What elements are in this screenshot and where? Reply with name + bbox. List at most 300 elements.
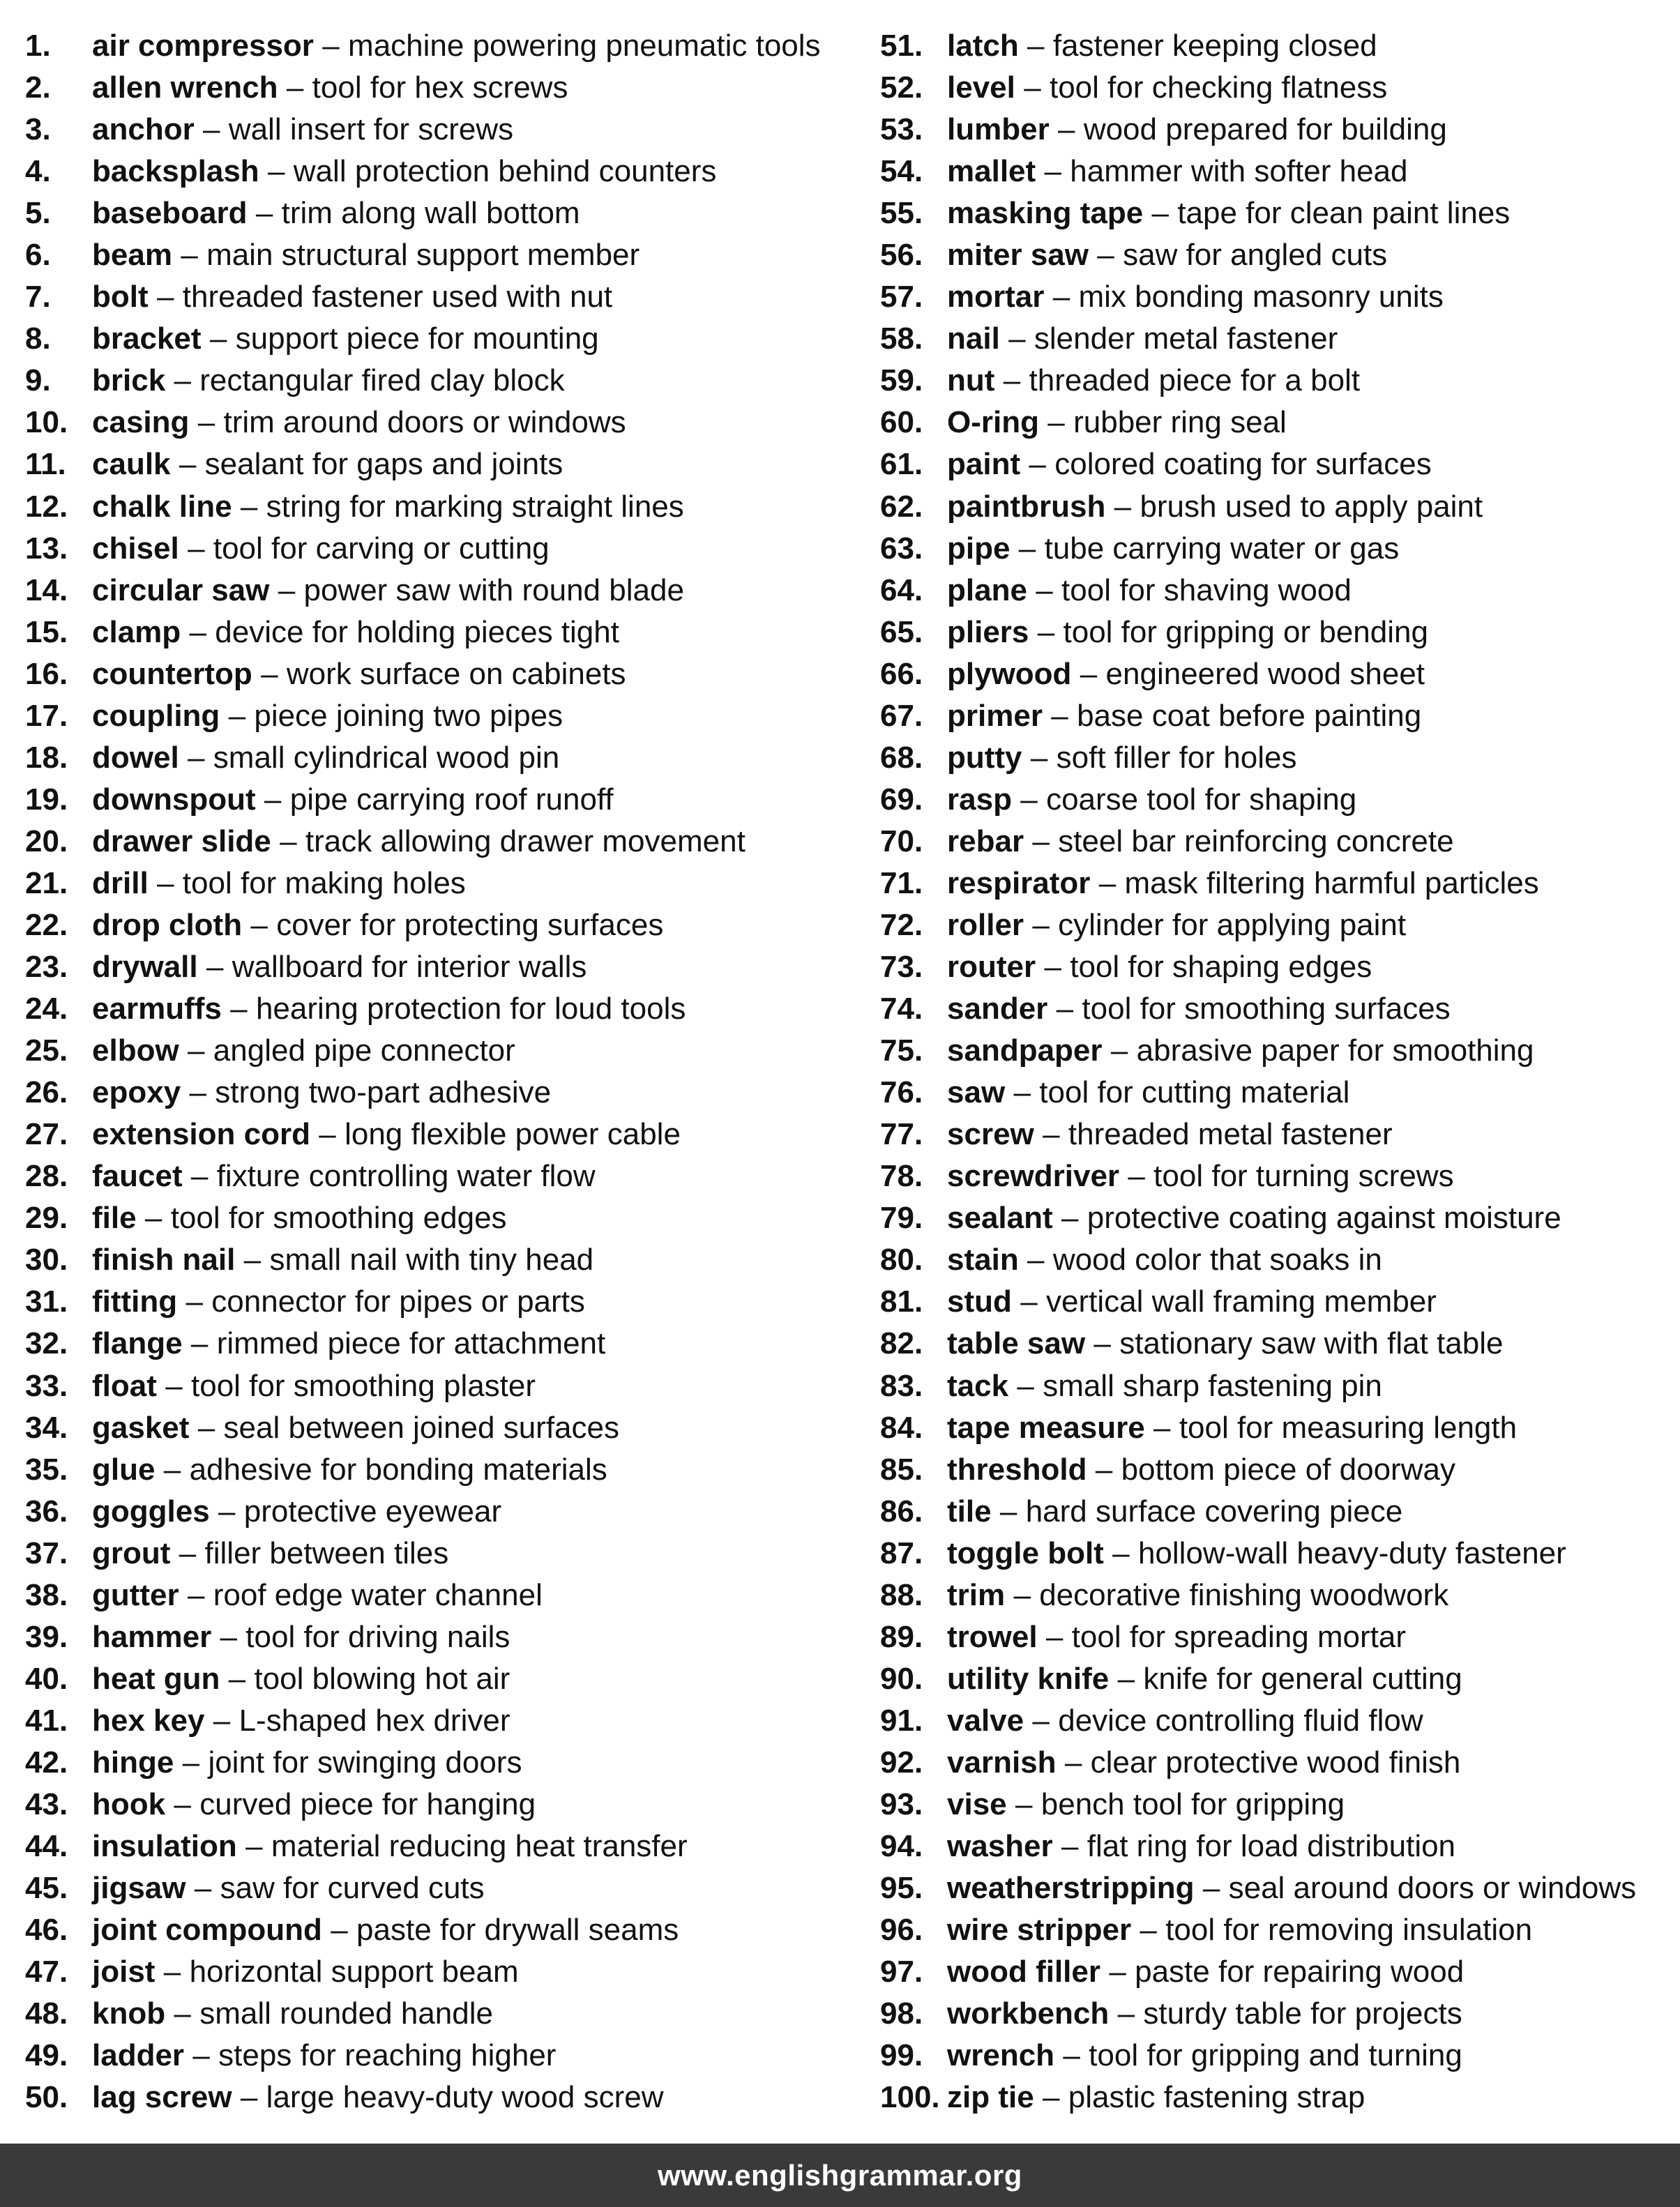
item-definition: fixture controlling water flow: [216, 1159, 596, 1194]
item-separator: –: [1030, 740, 1048, 775]
item-separator: –: [189, 1075, 206, 1110]
item-separator: –: [1151, 196, 1170, 231]
item-definition: fastener keeping closed: [1052, 29, 1377, 63]
item-definition: power saw with round blade: [303, 572, 684, 607]
item-definition: sturdy table for projects: [1143, 1996, 1462, 2031]
item-number: 63.: [880, 531, 923, 566]
item-definition: rectangular fired clay block: [199, 363, 565, 398]
list-item: [25, 946, 862, 988]
item-number: 67.: [880, 698, 923, 733]
list-item: [880, 276, 1675, 318]
item-number: 11.: [25, 447, 66, 482]
item-separator: –: [190, 1326, 209, 1361]
item-definition: string for marking straight lines: [266, 489, 684, 524]
item-term: gasket: [92, 1410, 190, 1445]
list-item: [880, 1867, 1675, 1909]
item-definition: tool for checking flatness: [1049, 70, 1388, 105]
item-term: goggles: [92, 1494, 210, 1529]
list-item: [25, 1909, 862, 1951]
item-term: rebar: [947, 824, 1024, 858]
list-item: [25, 1700, 862, 1742]
item-separator: –: [1003, 363, 1021, 398]
item-number: 34.: [25, 1410, 68, 1445]
item-term: insulation: [92, 1829, 237, 1864]
item-separator: –: [1202, 1871, 1220, 1906]
item-term: hinge: [92, 1745, 174, 1780]
item-term: screw: [947, 1117, 1034, 1152]
item-number: 47.: [25, 1955, 68, 1989]
list-item: [880, 234, 1675, 276]
item-number: 24.: [25, 992, 68, 1026]
item-definition: sealant for gaps and joints: [204, 447, 563, 482]
item-term: drywall: [92, 950, 198, 985]
item-term: stud: [947, 1284, 1012, 1319]
list-item: [25, 234, 862, 276]
list-item: [880, 1909, 1675, 1951]
item-separator: –: [1015, 1787, 1033, 1821]
item-definition: cover for protecting surfaces: [276, 907, 664, 942]
item-number: 8.: [25, 321, 51, 356]
list-item: [25, 612, 862, 653]
item-definition: tube carrying water or gas: [1044, 531, 1400, 566]
item-term: screwdriver: [947, 1159, 1120, 1194]
list-item: [25, 570, 862, 612]
item-number: 45.: [25, 1871, 68, 1906]
item-term: tape measure: [947, 1410, 1145, 1445]
item-term: circular saw: [92, 572, 270, 607]
item-number: 33.: [25, 1368, 68, 1403]
list-item: [25, 318, 862, 360]
item-number: 9.: [25, 363, 51, 398]
item-definition: tool for smoothing plaster: [191, 1368, 536, 1403]
item-number: 98.: [880, 1996, 923, 2031]
item-separator: –: [1017, 1368, 1034, 1403]
list-item: [25, 1993, 862, 2035]
item-term: backsplash: [92, 154, 259, 189]
list-item: [25, 1951, 862, 1993]
item-definition: trim around doors or windows: [223, 405, 626, 440]
item-number: 6.: [25, 238, 51, 273]
item-term: drill: [92, 865, 149, 900]
list-item: [25, 1826, 862, 1867]
item-term: vise: [947, 1787, 1007, 1821]
item-term: epoxy: [92, 1075, 181, 1110]
item-term: plywood: [947, 656, 1072, 691]
item-number: 55.: [880, 196, 923, 231]
list-item: [880, 2077, 1675, 2118]
item-separator: –: [1024, 70, 1041, 105]
item-separator: –: [243, 1243, 262, 1277]
item-separator: –: [280, 824, 297, 858]
item-definition: tool for cutting material: [1039, 1075, 1350, 1110]
item-definition: piece joining two pipes: [254, 698, 563, 733]
list-item: [880, 1616, 1675, 1658]
item-number: 64.: [880, 572, 923, 607]
item-definition: roof edge water channel: [213, 1577, 543, 1612]
item-term: trim: [947, 1577, 1006, 1612]
item-separator: –: [1008, 321, 1026, 356]
item-separator: –: [218, 1494, 236, 1529]
item-number: 18.: [25, 740, 68, 775]
item-number: 91.: [880, 1703, 923, 1738]
item-term: roller: [947, 907, 1024, 942]
item-definition: protective eyewear: [243, 1494, 502, 1529]
item-term: table saw: [947, 1326, 1086, 1361]
item-term: fitting: [92, 1284, 178, 1319]
item-number: 68.: [880, 740, 923, 775]
item-definition: engineered wood sheet: [1105, 656, 1425, 691]
list-item: [25, 1072, 862, 1114]
item-definition: tool for hex screws: [312, 70, 568, 105]
item-separator: –: [1036, 572, 1053, 607]
item-number: 100.: [880, 2080, 940, 2115]
item-separator: –: [1013, 1577, 1031, 1612]
item-number: 87.: [880, 1535, 923, 1570]
item-term: gutter: [92, 1577, 179, 1612]
item-number: 16.: [25, 656, 68, 691]
item-separator: –: [182, 1745, 200, 1780]
item-definition: protective coating against moisture: [1087, 1201, 1561, 1236]
item-term: tile: [947, 1494, 992, 1529]
item-definition: clear protective wood finish: [1090, 1745, 1461, 1780]
list-item: [25, 2035, 862, 2077]
item-term: ladder: [92, 2038, 185, 2073]
item-number: 82.: [880, 1326, 923, 1361]
item-definition: seal between joined surfaces: [223, 1410, 619, 1445]
item-separator: –: [1032, 824, 1050, 858]
item-term: saw: [947, 1075, 1006, 1110]
item-number: 38.: [25, 1577, 68, 1612]
list-item: [25, 737, 862, 779]
item-definition: small nail with tiny head: [269, 1243, 594, 1277]
item-number: 43.: [25, 1787, 68, 1821]
item-number: 59.: [880, 363, 923, 398]
item-definition: tool for gripping and turning: [1089, 2038, 1462, 2073]
item-separator: –: [1056, 992, 1074, 1026]
item-definition: tool for shaving wood: [1061, 572, 1352, 607]
list-item: [25, 1281, 862, 1323]
item-number: 57.: [880, 280, 923, 314]
item-separator: –: [174, 363, 191, 398]
item-term: joist: [92, 1955, 156, 1989]
list-item: [880, 443, 1675, 485]
list-item: [880, 653, 1675, 695]
item-number: 10.: [25, 405, 68, 440]
item-number: 73.: [880, 950, 923, 985]
list-item: [880, 2035, 1675, 2077]
list-item: [25, 653, 862, 695]
item-separator: –: [190, 1159, 209, 1194]
item-number: 92.: [880, 1745, 923, 1780]
item-number: 99.: [880, 2038, 923, 2073]
item-separator: –: [999, 1494, 1017, 1529]
item-number: 20.: [25, 824, 68, 858]
item-number: 7.: [25, 280, 51, 314]
item-definition: machine powering pneumatic tools: [348, 29, 821, 63]
item-number: 35.: [25, 1452, 68, 1487]
item-separator: –: [213, 1703, 231, 1738]
item-separator: –: [278, 572, 296, 607]
item-term: chisel: [92, 531, 179, 566]
item-term: level: [947, 70, 1015, 105]
item-separator: –: [331, 1913, 348, 1948]
item-definition: wood color that soaks in: [1052, 1243, 1382, 1277]
item-term: glue: [92, 1452, 156, 1487]
item-number: 81.: [880, 1284, 923, 1319]
item-separator: –: [192, 2038, 210, 2073]
item-number: 42.: [25, 1745, 68, 1780]
item-separator: –: [188, 740, 205, 775]
item-separator: –: [1027, 29, 1045, 63]
item-number: 96.: [880, 1913, 923, 1948]
item-definition: small rounded handle: [199, 1996, 493, 2031]
list-item: [25, 1030, 862, 1072]
item-number: 94.: [880, 1829, 923, 1864]
list-item: [25, 863, 862, 904]
item-number: 58.: [880, 321, 923, 356]
item-separator: –: [1044, 950, 1061, 985]
item-definition: bottom piece of doorway: [1121, 1452, 1455, 1487]
item-term: heat gun: [92, 1661, 220, 1696]
item-separator: –: [174, 1996, 191, 2031]
item-number: 15.: [25, 614, 68, 649]
item-separator: –: [240, 2080, 258, 2115]
list-item: [880, 1155, 1675, 1197]
item-definition: strong two-part adhesive: [215, 1075, 552, 1110]
item-number: 51.: [880, 29, 923, 63]
item-definition: wood prepared for building: [1083, 112, 1447, 147]
footer-bar: [0, 2144, 1680, 2207]
list-item: [880, 1575, 1675, 1616]
list-item: [880, 946, 1675, 988]
item-separator: –: [1061, 1201, 1079, 1236]
item-separator: –: [1020, 1284, 1038, 1319]
item-separator: –: [181, 238, 198, 273]
list-item: [25, 1491, 862, 1533]
item-definition: wallboard for interior walls: [232, 950, 587, 985]
list-item: [25, 988, 862, 1030]
item-term: mortar: [947, 280, 1045, 314]
item-definition: abrasive paper for smoothing: [1136, 1033, 1534, 1068]
item-separator: –: [165, 1368, 183, 1403]
word-list-left: [25, 25, 862, 2118]
list-item: [25, 109, 862, 151]
item-separator: –: [1117, 1661, 1135, 1696]
item-separator: –: [1095, 1452, 1113, 1487]
item-term: beam: [92, 238, 172, 273]
list-item: [880, 151, 1675, 192]
list-item: [880, 570, 1675, 612]
list-item: [25, 192, 862, 234]
item-number: 32.: [25, 1326, 68, 1361]
item-definition: connector for pipes or parts: [211, 1284, 585, 1319]
item-term: nail: [947, 321, 1000, 356]
item-separator: –: [206, 950, 224, 985]
item-number: 53.: [880, 112, 923, 147]
item-separator: –: [255, 196, 273, 231]
item-term: coupling: [92, 698, 220, 733]
item-separator: –: [209, 321, 227, 356]
list-item: [880, 1365, 1675, 1407]
list-item: [25, 1197, 862, 1239]
item-separator: –: [1037, 614, 1055, 649]
list-item: [880, 1533, 1675, 1575]
item-definition: tool for spreading mortar: [1071, 1619, 1407, 1654]
item-separator: –: [319, 1117, 336, 1152]
item-term: caulk: [92, 447, 171, 482]
list-item: [25, 821, 862, 863]
item-term: washer: [947, 1829, 1053, 1864]
item-definition: paste for drywall seams: [356, 1913, 679, 1948]
item-separator: –: [194, 1871, 212, 1906]
item-term: pipe: [947, 531, 1011, 566]
item-separator: –: [240, 489, 258, 524]
item-number: 25.: [25, 1033, 68, 1068]
item-number: 4.: [25, 154, 51, 189]
item-term: float: [92, 1368, 157, 1403]
item-number: 74.: [880, 992, 923, 1026]
list-item: [880, 612, 1675, 653]
item-separator: –: [1052, 280, 1070, 314]
item-separator: –: [1097, 238, 1114, 273]
item-definition: stationary saw with flat table: [1119, 1326, 1504, 1361]
item-term: wrench: [947, 2038, 1055, 2073]
list-item: [25, 904, 862, 946]
list-item: [880, 1407, 1675, 1449]
item-number: 84.: [880, 1410, 923, 1445]
list-item: [25, 486, 862, 528]
item-term: joint compound: [92, 1913, 322, 1948]
item-number: 21.: [25, 865, 68, 900]
item-definition: knife for general cutting: [1143, 1661, 1462, 1696]
item-separator: –: [1044, 154, 1061, 189]
item-term: chalk line: [92, 489, 232, 524]
item-term: flange: [92, 1326, 183, 1361]
item-term: paint: [947, 447, 1021, 482]
footer-url[interactable]: www.englishgrammar.org: [658, 2158, 1022, 2192]
item-definition: track allowing drawer movement: [305, 824, 746, 858]
item-number: 61.: [880, 447, 923, 482]
item-term: dowel: [92, 740, 179, 775]
item-separator: –: [1153, 1410, 1171, 1445]
item-definition: adhesive for bonding materials: [189, 1452, 607, 1487]
list-item: [880, 779, 1675, 821]
item-number: 19.: [25, 782, 68, 817]
item-separator: –: [188, 531, 205, 566]
item-number: 88.: [880, 1577, 923, 1612]
list-item: [880, 1700, 1675, 1742]
list-item: [880, 1826, 1675, 1867]
item-term: casing: [92, 405, 190, 440]
item-definition: decorative finishing woodwork: [1039, 1577, 1449, 1612]
item-definition: mix bonding masonry units: [1078, 280, 1444, 314]
item-separator: –: [1109, 1955, 1126, 1989]
item-term: pliers: [947, 614, 1029, 649]
list-item: [25, 360, 862, 402]
item-definition: slender metal fastener: [1034, 321, 1338, 356]
item-term: finish nail: [92, 1243, 236, 1277]
item-term: lumber: [947, 112, 1050, 147]
item-definition: horizontal support beam: [189, 1955, 519, 1989]
list-item: [25, 67, 862, 109]
item-separator: –: [188, 1033, 205, 1068]
item-separator: –: [1032, 1703, 1050, 1738]
item-term: faucet: [92, 1159, 183, 1194]
item-term: latch: [947, 29, 1019, 63]
item-definition: work surface on cabinets: [286, 656, 626, 691]
item-separator: –: [1058, 112, 1075, 147]
list-item: [880, 1239, 1675, 1281]
item-definition: tool for gripping or bending: [1063, 614, 1428, 649]
item-separator: –: [157, 865, 174, 900]
item-term: zip tie: [947, 2080, 1034, 2115]
item-number: 71.: [880, 865, 923, 900]
item-term: O-ring: [947, 405, 1039, 440]
item-separator: –: [1032, 907, 1050, 942]
item-term: plane: [947, 572, 1027, 607]
item-term: hook: [92, 1787, 166, 1821]
item-number: 66.: [880, 656, 923, 691]
item-number: 23.: [25, 950, 68, 985]
item-number: 70.: [880, 824, 923, 858]
item-separator: –: [1112, 1535, 1130, 1570]
item-definition: threaded metal fastener: [1068, 1117, 1393, 1152]
item-number: 30.: [25, 1243, 68, 1277]
item-term: earmuffs: [92, 992, 222, 1026]
item-definition: tool for removing insulation: [1165, 1913, 1533, 1948]
item-definition: device for holding pieces tight: [215, 614, 619, 649]
item-separator: –: [1029, 447, 1046, 482]
item-term: weatherstripping: [947, 1871, 1195, 1906]
item-definition: mask filtering harmful particles: [1124, 865, 1539, 900]
item-definition: soft filler for holes: [1056, 740, 1297, 775]
item-number: 26.: [25, 1075, 68, 1110]
list-item: [25, 1784, 862, 1826]
list-item: [880, 695, 1675, 737]
item-definition: rimmed piece for attachment: [216, 1326, 606, 1361]
list-item: [25, 1742, 862, 1784]
item-term: baseboard: [92, 196, 248, 231]
item-number: 78.: [880, 1159, 923, 1194]
item-term: countertop: [92, 656, 252, 691]
item-separator: –: [245, 1829, 263, 1864]
item-separator: –: [163, 1452, 181, 1487]
item-term: workbench: [947, 1996, 1110, 2031]
item-definition: wall protection behind counters: [293, 154, 717, 189]
item-number: 97.: [880, 1955, 923, 1989]
list-item: [25, 2077, 862, 2118]
item-number: 13.: [25, 531, 68, 566]
item-term: allen wrench: [92, 70, 278, 105]
list-item: [25, 151, 862, 192]
list-item: [25, 779, 862, 821]
word-list-right: [880, 25, 1675, 2118]
list-item: [880, 1449, 1675, 1491]
item-separator: –: [1043, 2080, 1060, 2115]
list-item: [25, 1658, 862, 1700]
item-definition: angled pipe connector: [213, 1033, 515, 1068]
item-definition: bench tool for gripping: [1040, 1787, 1345, 1821]
item-definition: trim along wall bottom: [281, 196, 580, 231]
item-separator: –: [156, 280, 174, 314]
item-number: 49.: [25, 2038, 68, 2073]
item-term: extension cord: [92, 1117, 310, 1152]
list-item: [880, 109, 1675, 151]
item-number: 85.: [880, 1452, 923, 1487]
item-definition: large heavy-duty wood screw: [266, 2080, 664, 2115]
item-number: 65.: [880, 614, 923, 649]
item-term: rasp: [947, 782, 1012, 817]
